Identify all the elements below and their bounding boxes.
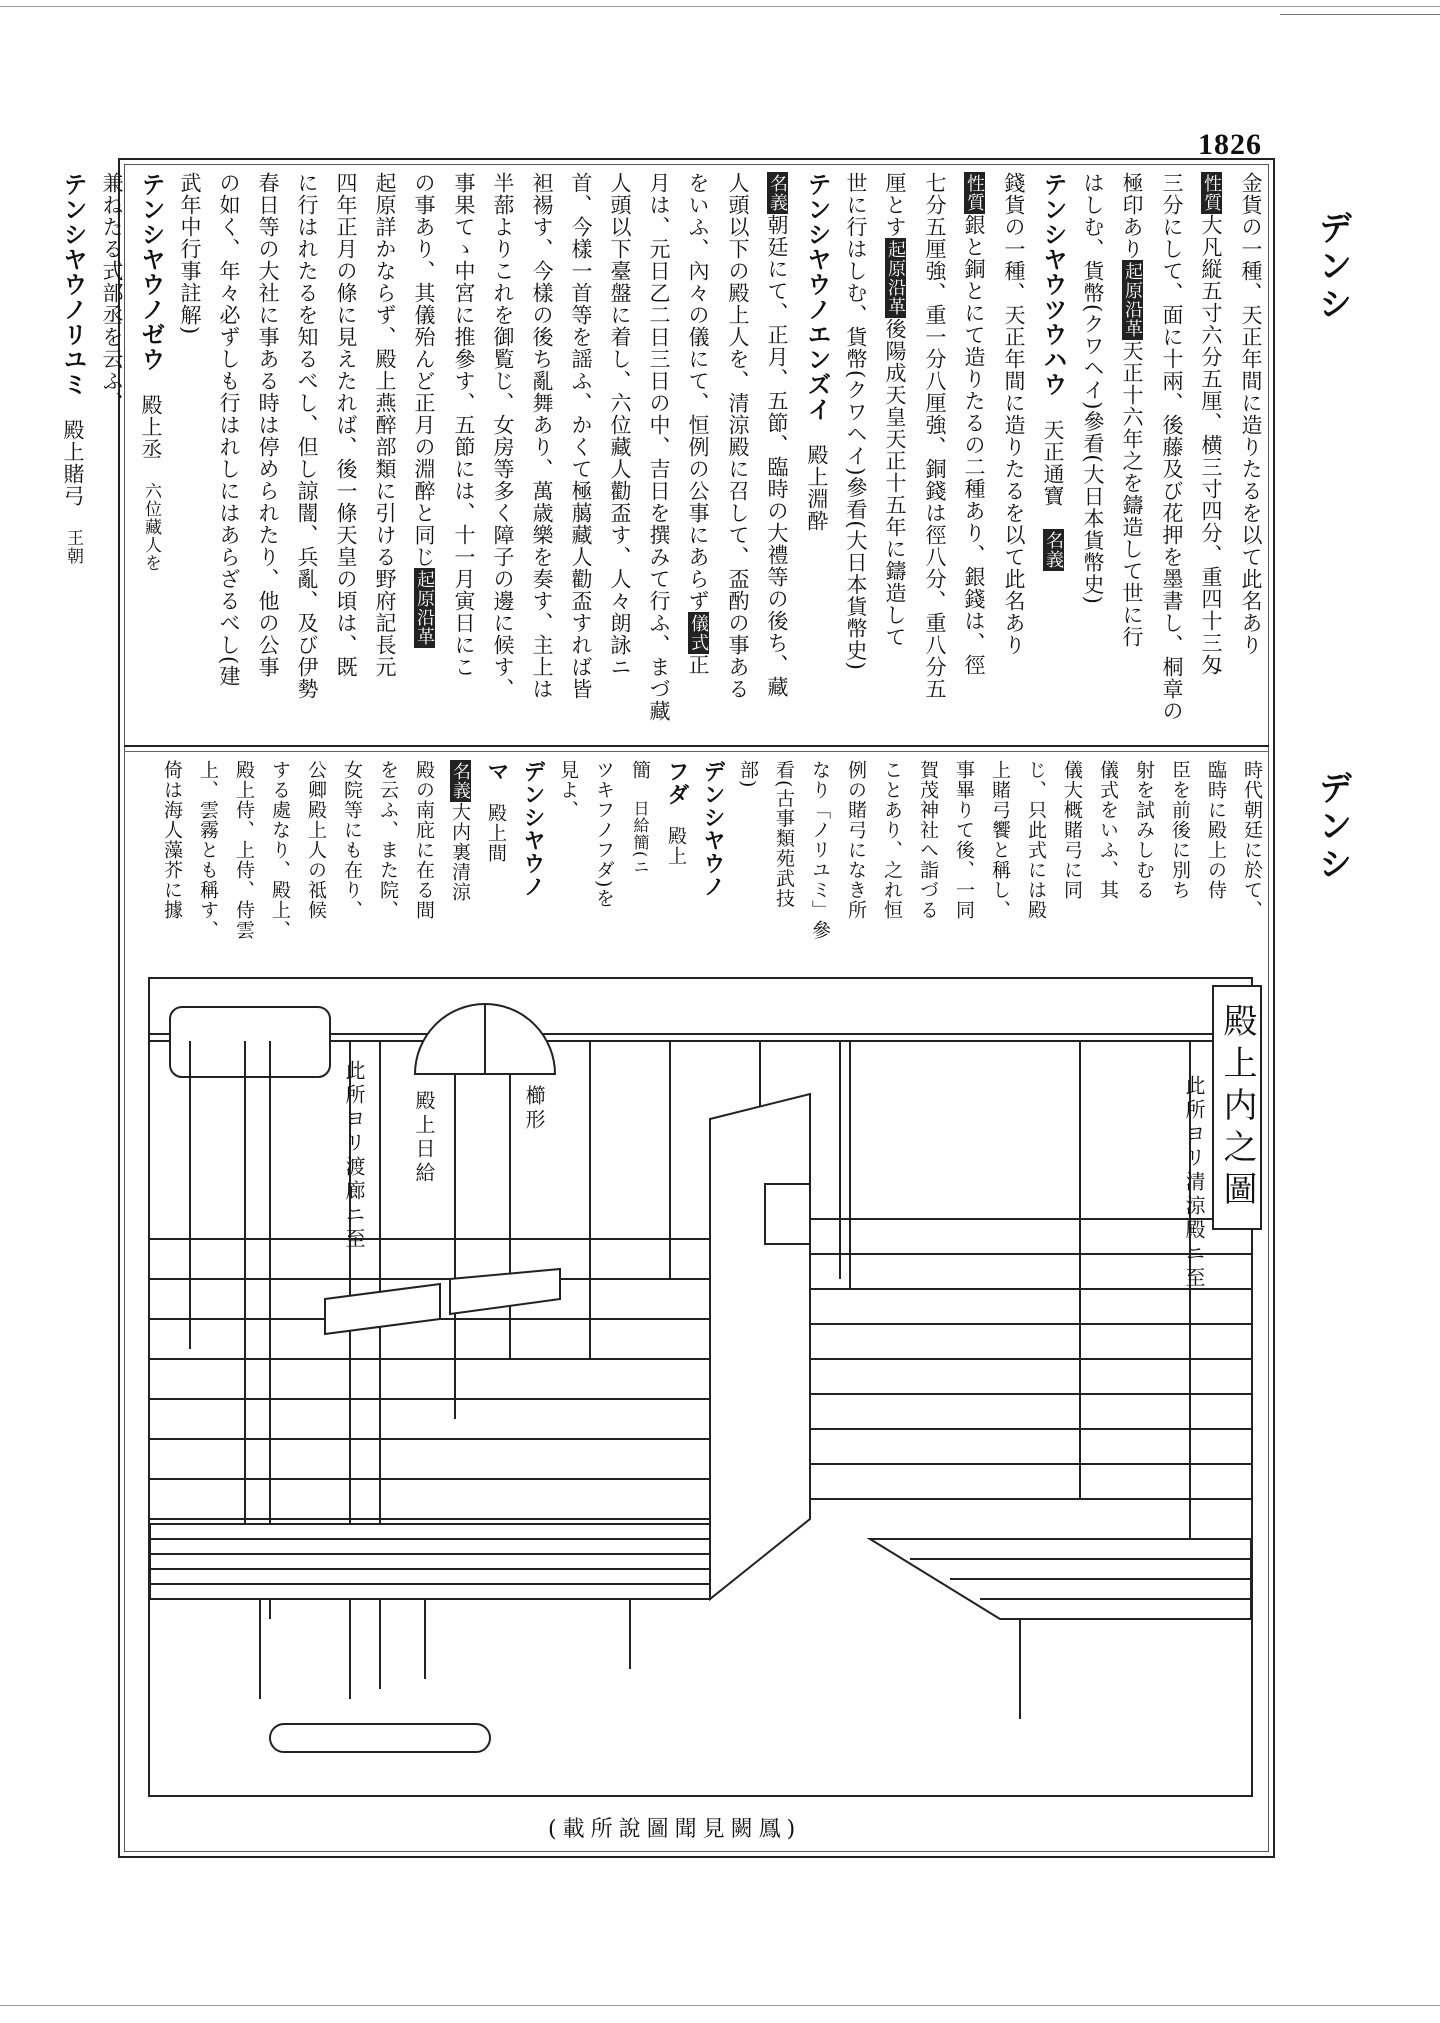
text-line: 月は、元日乙二日三日の中、吉日を撰みて行ふ、まづ藏 — [647, 172, 671, 722]
section-tag: 起原沿革 — [414, 570, 435, 646]
text-line: じ、只此式には殿 — [1025, 760, 1047, 920]
entry-heading: フダ 殿上 — [664, 760, 689, 866]
lower-text-block — [148, 760, 1270, 972]
text-line: 臨時に殿上の侍 — [1205, 760, 1227, 900]
illustration-caption: (載所說圖聞見闕鳳) — [548, 1817, 802, 1842]
text-line: 見よ、 — [557, 760, 579, 820]
text-line: 兼ねたる式部丞を云ふ、 — [100, 172, 124, 414]
section-tag: 名義 — [450, 762, 471, 800]
section-tag: 名義 — [1043, 531, 1064, 569]
text-line: に行はれたるを知るべし、但し諒闇、兵亂、及び伊勢 — [295, 172, 319, 700]
text-line: 賀茂神社へ詣づる — [917, 760, 939, 920]
entry-heading: マ 殿上間 — [484, 760, 509, 863]
illustration-drawing — [150, 979, 1251, 1795]
bottom-rule — [0, 2005, 1440, 2006]
text-line: 錢貨の一種、天正年間に造りたるを以て此名あり — [1002, 172, 1026, 656]
section-tag: 名義 — [767, 174, 788, 212]
text-line: 厘とす起原沿革後陽成天皇天正十五年に鑄造して — [883, 172, 907, 648]
text-line: する處なり、殿上、 — [269, 760, 291, 940]
entry-heading: テンシヤウノゼウ 殿上丞 六位藏人を — [137, 172, 165, 572]
top-rule — [0, 6, 1440, 7]
illustration-label-fan: 櫛形 — [522, 1085, 546, 1133]
entry-heading: デンシヤウノ — [700, 760, 725, 898]
text-line: 簡 日給簡(ニ — [629, 760, 651, 876]
text-line: の事あり、其儀殆んど正月の淵醉と同じ起原沿革 — [412, 172, 436, 646]
text-line: 起原詳かならず、殿上燕醉部類に引ける野府記長元 — [373, 172, 397, 678]
entry-heading: テンシヤウノリユミ 殿上賭弓 王朝 — [59, 172, 87, 565]
text-line: 武年中行事註解) — [178, 172, 202, 336]
text-line: ツキフノフダ)を — [593, 760, 615, 909]
text-line: 殿の南庇に在る間 — [413, 760, 435, 920]
text-line: 人頭以下臺盤に着し、六位藏人勸盃す、人々朗詠ニ — [608, 172, 632, 678]
text-line: 世に行はしむ、貨幣(クワヘイ)參看(大日本貨幣史) — [844, 172, 868, 671]
text-line: 部) — [737, 760, 759, 789]
entry-heading: テンシヤウツウハウ 天正通寶 名義 — [1039, 172, 1067, 569]
text-line: 上賭弓饗と稱し、 — [989, 760, 1011, 920]
text-line: はしむ、貨幣(クワヘイ)參看(大日本貨幣史) — [1081, 172, 1105, 605]
entry-heading: テンシヤウノエンズイ 殿上淵酔 — [803, 172, 831, 532]
section-tag: 起原沿革 — [885, 240, 906, 316]
text-line: 七分五厘強、重一分八厘強、銅錢は徑八分、重八分五 — [923, 172, 947, 700]
text-line: をいふ、內々の儀にて、恒例の公事にあらず儀式正 — [686, 172, 710, 676]
text-line: 人頭以下の殿上人を、清涼殿に召して、盃酌の事ある — [726, 172, 750, 700]
text-line: 儀式をいふ、其 — [1097, 760, 1119, 900]
text-line: 上、雲霧とも稱す、 — [197, 760, 219, 940]
illustration-label-left: 此所ヨリ渡廊ニ至 — [342, 1060, 366, 1252]
section-tag: 起原沿革 — [1122, 262, 1143, 338]
text-line: 四年正月の條に見えたれば、後一條天皇の頃は、既 — [334, 172, 358, 678]
section-tag: 性質 — [1201, 174, 1222, 212]
text-line: ことあり、之れ恒 — [881, 760, 903, 920]
page-number: 1826 — [1198, 128, 1262, 161]
text-line: 春日等の大社に事ある時は停められたり、他の公事 — [256, 172, 280, 678]
section-tag: 儀式 — [688, 614, 709, 652]
text-line: なり「ノリユミ」參 — [809, 760, 831, 940]
text-line: 射を試みしむる — [1133, 760, 1155, 900]
text-line: 極印あり起原沿革天正十六年之を鑄造して世に行 — [1120, 172, 1144, 648]
text-line: 例の賭弓になき所 — [845, 760, 867, 920]
illustration-title: 殿上内之圖 — [1212, 985, 1262, 1230]
upper-text-block — [59, 172, 1270, 742]
text-line: 性質大凡縦五寸六分五厘、横三寸四分、重四十三匁 — [1199, 174, 1223, 676]
text-line: 儀大概賭弓に同 — [1061, 760, 1083, 900]
text-line: 殿上侍、上侍、侍雲 — [233, 760, 255, 940]
header-kana-top: デンシ — [1312, 210, 1352, 324]
text-line: 袒裼す、今樣の後ち亂舞あり、萬歳樂を奏す、主上は — [530, 172, 554, 700]
section-divider — [124, 745, 1269, 747]
text-line: 時代朝廷に於て、 — [1241, 760, 1263, 920]
text-line: 看(古事類苑武技 — [773, 760, 795, 909]
illustration-label-right: 此所ヨリ清涼殿ニ至 — [1182, 1075, 1206, 1291]
text-line: 臣を前後に別ち — [1169, 760, 1191, 900]
text-line: 三分にして、面に十兩、後藤及び花押を墨書し、桐章の — [1160, 172, 1184, 722]
entry-heading: デンシヤウノ — [520, 760, 545, 898]
text-line: 事果てゝ中宮に推參す、五節には、十一月寅日にこ — [452, 172, 476, 678]
illustration-label-nikki: 殿上日給 — [412, 1090, 436, 1186]
text-line: 性質銀と銅とにて造りたるの二種あり、銀錢は、徑 — [962, 174, 986, 676]
text-line: を云ふ、また院、 — [377, 760, 399, 920]
text-line: 公卿殿上人の祗候 — [305, 760, 327, 920]
text-line: 半蔀よりこれを御覧じ、女房等多く障子の邊に候す、 — [491, 172, 515, 700]
palace-interior-illustration — [148, 977, 1253, 1797]
text-line: 名義大内裏清涼 — [449, 762, 471, 902]
text-line: 名義朝廷にて、正月、五節、臨時の大禮等の後ち、藏 — [765, 174, 789, 698]
text-line: 女院等にも在り、 — [341, 760, 363, 920]
text-line: 倚は海人藻芥に據 — [161, 760, 183, 920]
top-rule-short — [1280, 14, 1440, 15]
section-divider-2 — [124, 751, 1269, 752]
text-line: 金貨の一種、天正年間に造りたるを以て此名あり — [1239, 172, 1263, 656]
section-tag: 性質 — [964, 174, 985, 212]
text-line: の如く、年々必ずしも行はれしにはあらざるべし(建 — [217, 172, 241, 688]
text-line: 首、今樣一首等を謡ふ、かくて極﨟藏人勸盃すれば皆 — [569, 172, 593, 700]
text-line: 事畢りて後、一同 — [953, 760, 975, 920]
header-kana-bottom: デンシ — [1312, 770, 1352, 884]
